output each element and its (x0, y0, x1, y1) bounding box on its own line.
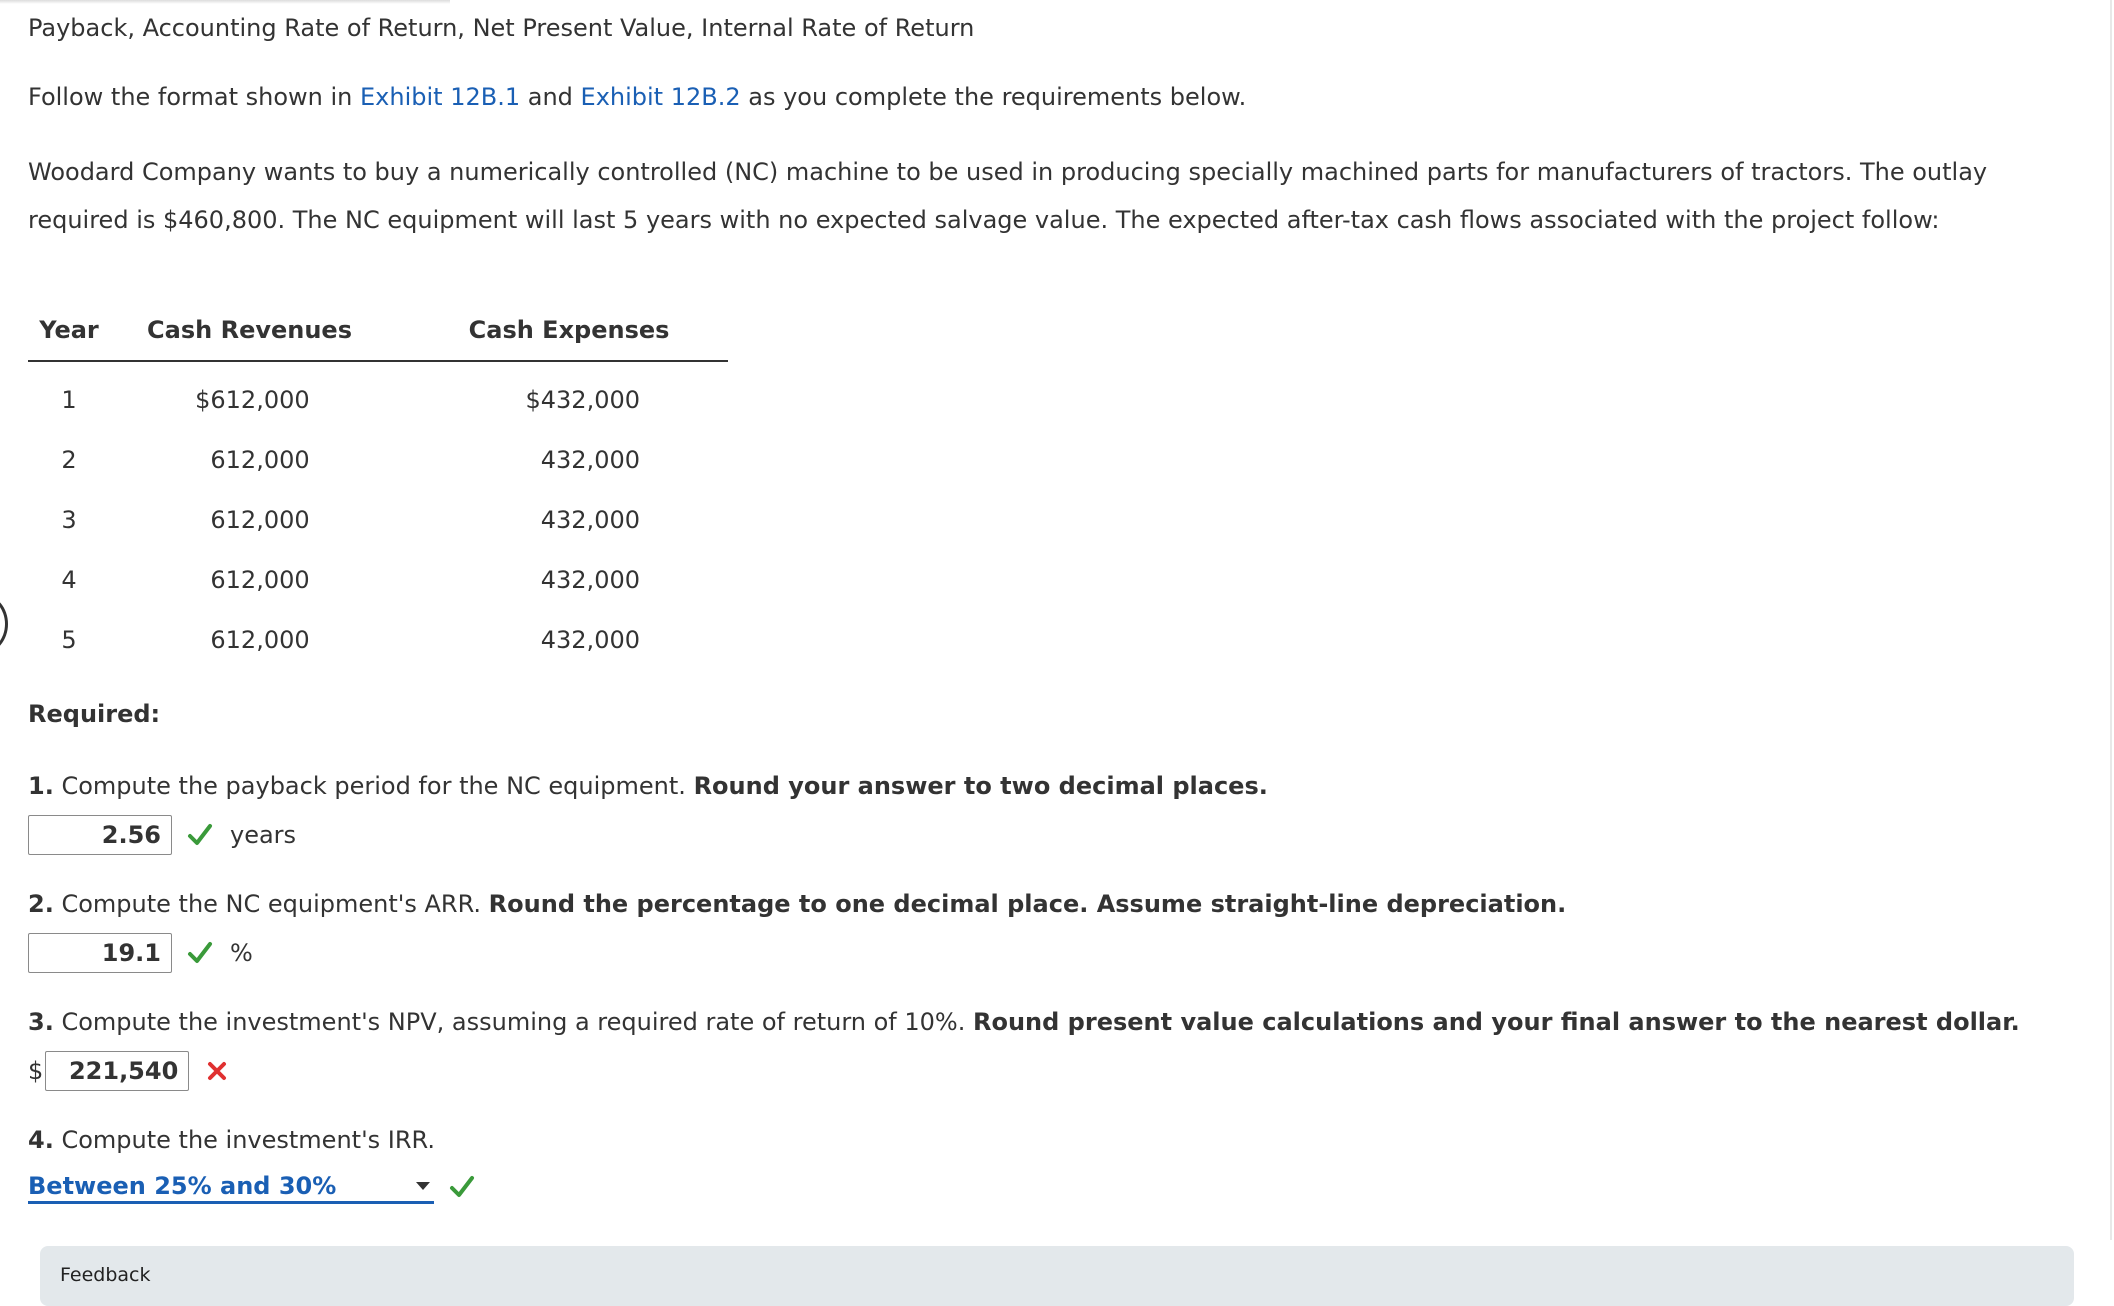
unit-label: % (230, 939, 253, 967)
answer-row-1 (28, 813, 296, 857)
dollar-prefix: $ (28, 1057, 44, 1085)
question-number: 2. (28, 890, 54, 918)
required-heading: Required: (28, 700, 161, 728)
question-3 (28, 1006, 2020, 1038)
instructions-suffix: as you complete the requirements below. (740, 83, 1247, 111)
expense-cell: $432,000 (525, 386, 640, 414)
question-4 (28, 1124, 435, 1156)
exhibit-12b1-link[interactable]: Exhibit 12B.1 (360, 83, 521, 111)
expense-cell: 432,000 (540, 566, 640, 594)
unit-label: years (230, 821, 297, 849)
revenue-cell: 612,000 (210, 506, 310, 534)
answer-row-2 (28, 931, 253, 975)
table-row (28, 430, 728, 490)
revenue-cell: 612,000 (210, 446, 310, 474)
table-row (28, 550, 728, 610)
year-cell: 3 (61, 506, 77, 534)
question-instruction: Round present value calculations and your final answer to the nearest dollar. (973, 1008, 2020, 1036)
question-text: Compute the investment's IRR. (53, 1126, 436, 1154)
year-cell: 4 (61, 566, 77, 594)
question-text: Compute the NC equipment's ARR. (53, 890, 489, 918)
question-instruction: Round the percentage to one decimal place. Assume straight-line depreciation. (488, 890, 1567, 918)
check-icon (186, 939, 214, 967)
side-tab-indicator[interactable] (0, 594, 8, 654)
year-cell: 1 (61, 386, 77, 414)
header-cash-expenses: Cash Expenses (422, 300, 728, 361)
expense-cell: 432,000 (540, 506, 640, 534)
top-shadow (0, 0, 450, 4)
check-icon (448, 1173, 476, 1201)
instructions-middle: and (520, 83, 581, 111)
question-text: Compute the investment's NPV, assuming a required rate of return of 10%. (53, 1008, 973, 1036)
question-1 (28, 770, 1268, 802)
feedback-panel[interactable] (40, 1246, 2074, 1306)
question-text: Compute the payback period for the NC equipment. (53, 772, 694, 800)
irr-selected-value: Between 25% and 30% (28, 1171, 337, 1200)
instructions (28, 81, 1246, 113)
table-row (28, 610, 728, 670)
question-number: 3. (28, 1008, 54, 1036)
year-cell: 2 (61, 446, 77, 474)
question-number: 4. (28, 1126, 54, 1154)
irr-select-row (28, 1170, 476, 1204)
chevron-down-icon (416, 1182, 430, 1190)
irr-dropdown[interactable] (28, 1170, 434, 1204)
table-header-row (28, 300, 728, 361)
exhibit-12b2-link[interactable]: Exhibit 12B.2 (580, 83, 741, 111)
expense-cell: 432,000 (540, 446, 640, 474)
page-title: Payback, Accounting Rate of Return, Net Present Value, Internal Rate of Return (28, 14, 975, 42)
table-row (28, 361, 728, 430)
question-2 (28, 888, 1566, 920)
table-row (28, 490, 728, 550)
cash-flow-table (28, 300, 728, 670)
header-year: Year (28, 300, 110, 361)
scroll-edge (2110, 0, 2112, 1240)
expense-cell: 432,000 (540, 626, 640, 654)
revenue-cell: 612,000 (210, 566, 310, 594)
revenue-cell: 612,000 (210, 626, 310, 654)
answer-row-3 (28, 1049, 231, 1093)
question-instruction: Round your answer to two decimal places. (693, 772, 1268, 800)
header-cash-revenues: Cash Revenues (110, 300, 422, 361)
feedback-label: Feedback (60, 1264, 151, 1286)
payback-answer-input[interactable]: 2.56 (28, 815, 172, 855)
npv-answer-input[interactable]: 221,540 (45, 1051, 189, 1091)
year-cell: 5 (61, 626, 77, 654)
revenue-cell: $612,000 (195, 386, 310, 414)
instructions-prefix: Follow the format shown in (28, 83, 361, 111)
problem-text: Woodard Company wants to buy a numerically controlled (NC) machine to be used in producing specially machined parts for manufacturers of tractors. The outlay required is $460,800. The NC equipment will last 5 years with no expected salvage value. The expected after-tax cash flows associated with the project follow: (28, 158, 1988, 234)
question-number: 1. (28, 772, 54, 800)
arr-answer-input[interactable]: 19.1 (28, 933, 172, 973)
check-icon (186, 821, 214, 849)
incorrect-x-icon (203, 1057, 231, 1085)
